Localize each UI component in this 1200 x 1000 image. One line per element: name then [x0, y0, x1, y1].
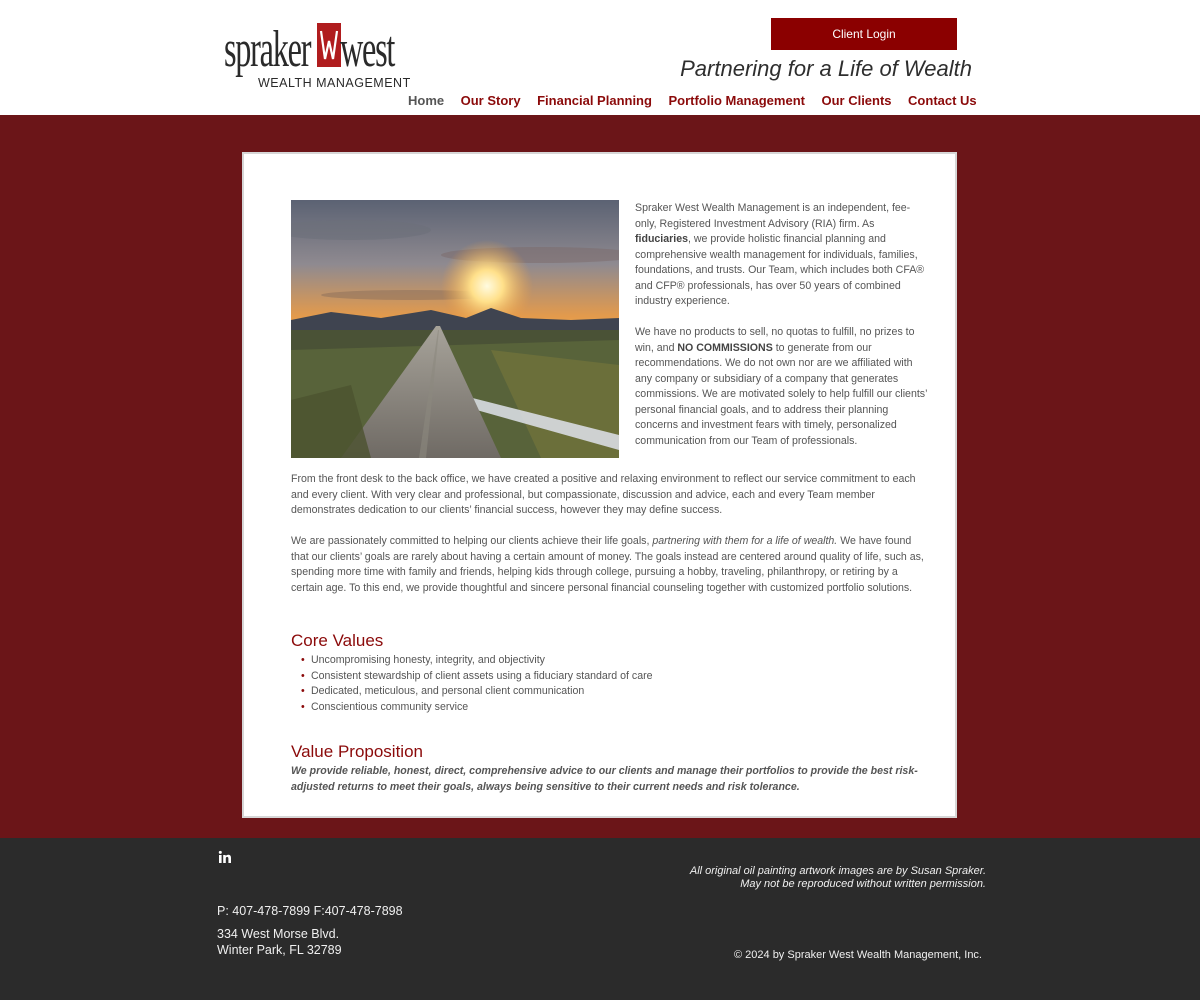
- client-login-button[interactable]: Client Login: [771, 18, 957, 50]
- tagline: Partnering for a Life of Wealth: [680, 56, 972, 81]
- nav-item-portfolio-management[interactable]: Portfolio Management: [668, 93, 805, 108]
- core-values-heading: Core Values: [291, 631, 384, 650]
- logo-mark: [317, 23, 341, 67]
- nav-item-our-story[interactable]: Our Story: [460, 93, 521, 108]
- core-values-list: [301, 653, 653, 715]
- nav-item-our-clients[interactable]: Our Clients: [821, 93, 892, 108]
- site-footer: [0, 838, 1200, 1000]
- main-nav: [408, 93, 977, 111]
- service-paragraph: From the front desk to the back office, we have created a positive and relaxing environment to reflect our service commitment to each and every client. With very clear and professional, but compassionate, discussion and advice, each and every Team member demonstrates dedication to our clients’ financial success, however they may define success.: [291, 473, 916, 516]
- artwork-credit: [600, 865, 986, 891]
- commitment-paragraph: We are passionately committed to helping our clients achieve their life goals, partnering with them for a life of wealth. We have found that our clients’ goals are rarely about having a certain amount of money. The goals instead are centered around quality of life, such as, spending more time with family and friends, helping kids through college, pursuing a hobby, traveling, philanthropy, or retiring by a certain age. To this end, we provide thoughtful and sincere personal financial counseling together with customized portfolio solutions.: [291, 535, 924, 594]
- list-item: • Uncompromising honesty, integrity, and objectivity: [301, 653, 653, 669]
- list-item: • Dedicated, meticulous, and personal client communication: [301, 684, 653, 700]
- list-item: • Consistent stewardship of client assets using a fiduciary standard of care: [301, 669, 653, 685]
- address-line-1: 334 West Morse Blvd.: [217, 927, 340, 941]
- intro-paragraph-2: We have no products to sell, no quotas to fulfill, no prizes to win, and NO COMMISSIONS to generate from our recommendations. We do not own nor are we affiliated with any company or subsidiary of a company that generates commissions. We are motivated solely to help fulfill our clients’ personal financial goals, and to address their planning concerns and investment fears with timely, personalized communication from our Team of professionals.: [635, 326, 928, 447]
- logo-word-left: spraker: [224, 21, 311, 78]
- site-header: [0, 0, 1200, 115]
- list-item: • Conscientious community service: [301, 700, 653, 716]
- credit-line-1: All original oil painting artwork images are by Susan Spraker.: [689, 865, 986, 877]
- credit-line-2: May not be reproduced without written permission.: [740, 878, 986, 890]
- address-line-2: Winter Park, FL 32789: [217, 943, 342, 957]
- logo[interactable]: [224, 20, 411, 92]
- phone-fax: P: 407-478-7899 F:407-478-7898: [217, 904, 403, 918]
- nav-item-financial-planning[interactable]: Financial Planning: [537, 93, 652, 108]
- linkedin-icon[interactable]: [218, 850, 232, 864]
- logo-word-right: west: [340, 21, 395, 78]
- content-band: [0, 115, 1200, 838]
- logo-subtitle: WEALTH MANAGEMENT: [258, 76, 411, 90]
- value-proposition-heading: Value Proposition: [291, 742, 423, 761]
- sunset-road-image: [291, 200, 619, 458]
- nav-item-contact-us[interactable]: Contact Us: [908, 93, 977, 108]
- value-proposition-text: We provide reliable, honest, direct, comprehensive advice to our clients and manage their portfolios to provide the best risk-adjusted returns to meet their goals, always being sensitive to their current needs and risk tolerance.: [291, 765, 918, 793]
- content-card: [242, 152, 957, 818]
- address: [217, 926, 342, 958]
- nav-item-home[interactable]: Home: [408, 93, 445, 108]
- intro-paragraph-1: Spraker West Wealth Management is an independent, fee-only, Registered Investment Advisory (RIA) firm. As fiduciaries, we provide holistic financial planning and comprehensive wealth management for individuals, families, foundations, and trusts. Our Team, which includes both CFA® and CFP® professionals, has over 50 years of combined industry experience.: [635, 202, 925, 307]
- copyright: © 2024 by Spraker West Wealth Management, Inc.: [734, 949, 982, 961]
